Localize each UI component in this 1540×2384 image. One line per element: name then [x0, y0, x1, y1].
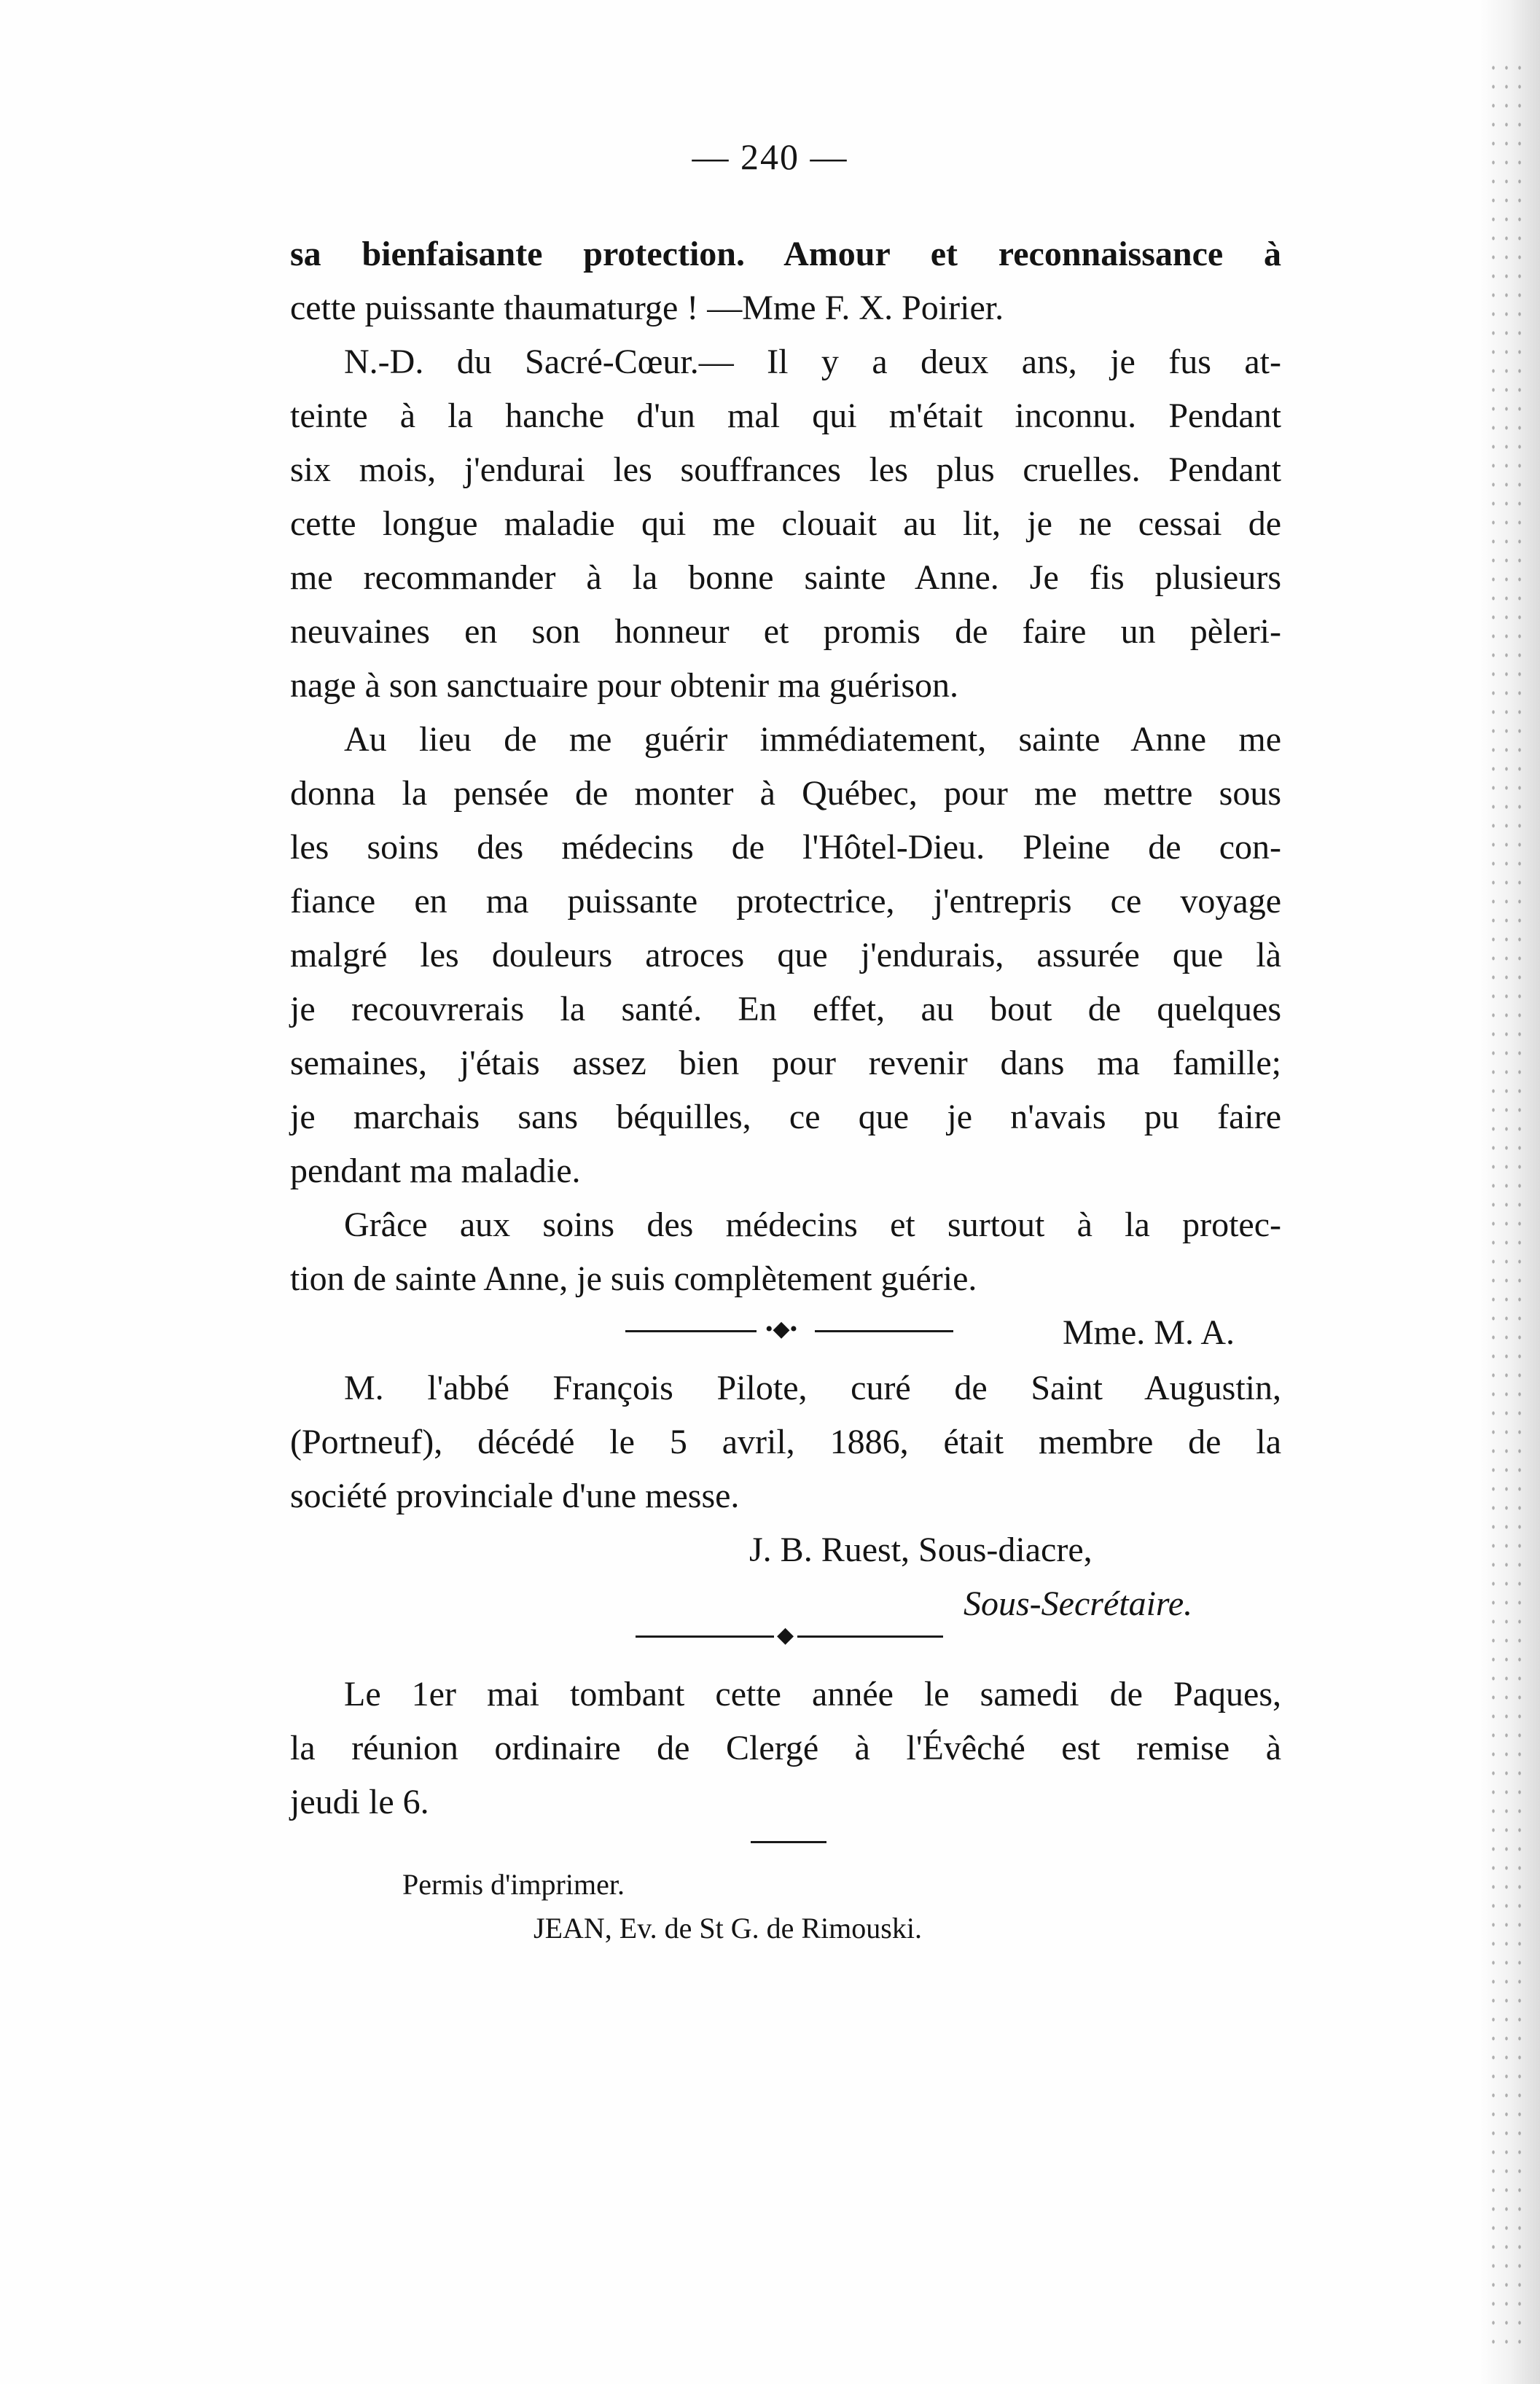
- text-line: teinte à la hanche d'un mal qui m'était inconnu. Pendant: [290, 396, 1281, 435]
- separator-rule: [751, 1841, 826, 1843]
- text-line: donna la pensée de monter à Québec, pour me mettre sous: [290, 774, 1281, 813]
- signature: Mme. M. A.: [1062, 1313, 1235, 1352]
- ornament-icon: ◆: [777, 1623, 794, 1647]
- text-line: N.-D. du Sacré-Cœur.— Il y a deux ans, je fus at-: [344, 343, 1281, 381]
- text-line: cette longue maladie qui me clouait au lit, je ne cessai de: [290, 504, 1281, 543]
- text-line: Au lieu de me guérir immédiatement, sainte Anne me: [344, 720, 1281, 759]
- text-line: (Portneuf), décédé le 5 avril, 1886, était membre de la: [290, 1423, 1281, 1461]
- text-line: sa bienfaisante protection. Amour et reconnaissance à: [290, 235, 1281, 273]
- separator-rule: [636, 1635, 774, 1638]
- text-line: me recommander à la bonne sainte Anne. Je fis plusieurs: [290, 558, 1281, 597]
- text-line: je marchais sans béquilles, ce que je n'avais pu faire: [290, 1098, 1281, 1136]
- text-line: neuvaines en son honneur et promis de faire un pèleri-: [290, 612, 1281, 651]
- notice-2: [290, 1668, 1281, 1829]
- text-line: cette puissante thaumaturge ! —Mme F. X. Poirier.: [290, 289, 1004, 327]
- text-line: Le 1er mai tombant cette année le samedi de Paques,: [344, 1675, 1281, 1713]
- text-line: fiance en ma puissante protectrice, j'entrepris ce voyage: [290, 882, 1281, 921]
- text-line: je recouvrerais la santé. En effet, au bout de quelques: [290, 990, 1281, 1028]
- notice-1: [290, 1361, 1281, 1631]
- text-line: semaines, j'étais assez bien pour revenir dans ma famille;: [290, 1044, 1281, 1082]
- text-line: M. l'abbé François Pilote, curé de Saint Augustin,: [344, 1369, 1281, 1407]
- separator-rule: [625, 1330, 757, 1332]
- text-line: pendant ma maladie.: [290, 1152, 581, 1190]
- paragraph-2: [290, 335, 1281, 713]
- text-line: malgré les douleurs atroces que j'endurais, assurée que là: [290, 936, 1281, 974]
- binding-edge-texture: [1487, 58, 1531, 2354]
- page-number: — 240 —: [692, 136, 848, 177]
- signature-title: Sous-Secrétaire.: [964, 1584, 1193, 1623]
- separator-rule: [815, 1330, 953, 1332]
- text-line: tion de sainte Anne, je suis complètement guérie.: [290, 1259, 977, 1298]
- text-line: les soins des médecins de l'Hôtel-Dieu. Pleine de con-: [290, 828, 1281, 867]
- text-line: Grâce aux soins des médecins et surtout à la protec-: [344, 1205, 1281, 1244]
- paragraph-3: [290, 713, 1281, 1198]
- separator-rule: [797, 1635, 943, 1638]
- paragraph-1: [290, 227, 1281, 335]
- imprimatur-signer: JEAN, Ev. de St G. de Rimouski.: [533, 1912, 922, 1945]
- text-line: six mois, j'endurai les souffrances les plus cruelles. Pendant: [290, 450, 1281, 489]
- text-line: nage à son sanctuaire pour obtenir ma guérison.: [290, 666, 959, 705]
- signature: J. B. Ruest, Sous-diacre,: [749, 1531, 1093, 1569]
- text-line: la réunion ordinaire de Clergé à l'Évêché est remise à: [290, 1729, 1281, 1767]
- text-line: jeudi le 6.: [290, 1783, 429, 1821]
- imprimatur-label: Permis d'imprimer.: [402, 1868, 625, 1901]
- ornament-icon: •◆•: [765, 1317, 798, 1341]
- text-line: société provinciale d'une messe.: [290, 1477, 740, 1515]
